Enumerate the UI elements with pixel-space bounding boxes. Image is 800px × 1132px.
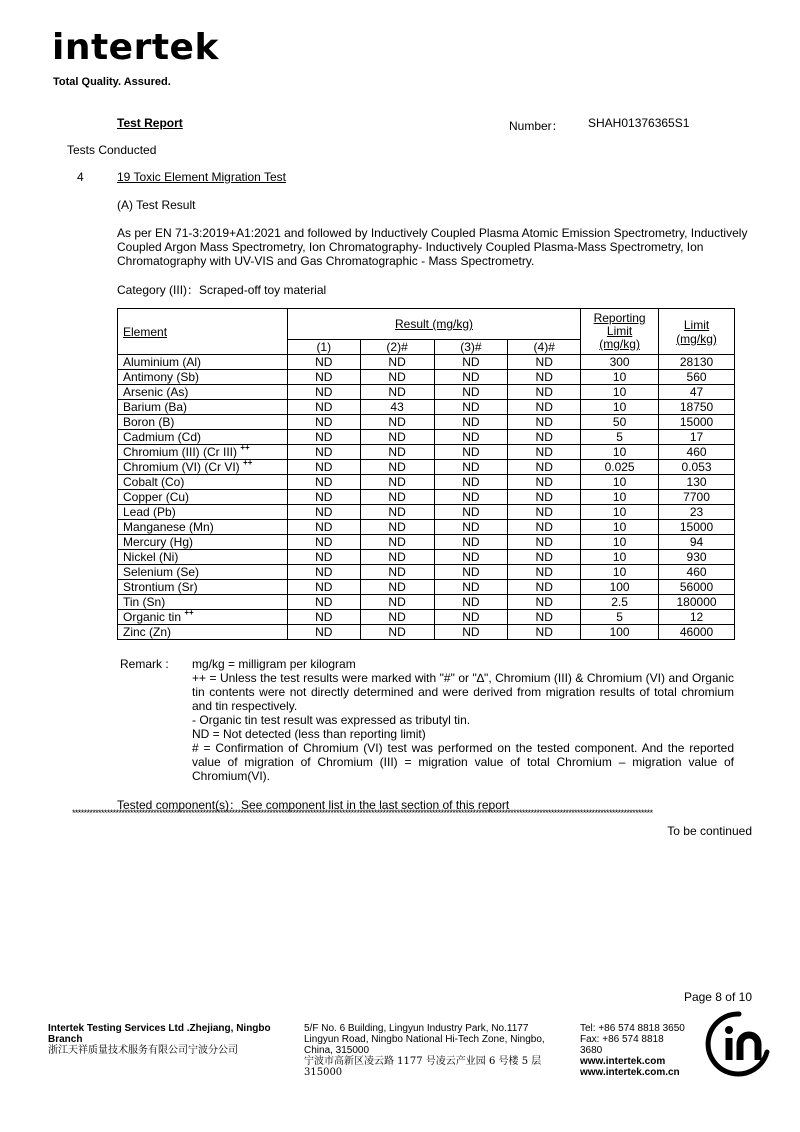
cell-element: Selenium (Se): [118, 565, 288, 580]
section-title: 19 Toxic Element Migration Test: [117, 170, 286, 184]
cell-r4: ND: [508, 385, 581, 400]
cell-element: Antimony (Sb): [118, 370, 288, 385]
cell-rl: 100: [581, 580, 659, 595]
table-row: [118, 445, 735, 460]
cell-r1: ND: [287, 430, 360, 445]
footer-contact: [580, 1023, 685, 1078]
cell-rl: 2.5: [581, 595, 659, 610]
cell-r1: ND: [287, 445, 360, 460]
table-row: [118, 460, 735, 475]
table-row: [118, 490, 735, 505]
cell-rl: 10: [581, 475, 659, 490]
intertek-logo: intertek: [52, 27, 219, 68]
cell-limit: 94: [659, 535, 735, 550]
cell-rl: 10: [581, 385, 659, 400]
cell-r2: ND: [360, 535, 434, 550]
table-body: [118, 355, 735, 640]
cell-r1: ND: [287, 400, 360, 415]
cell-limit: 460: [659, 565, 735, 580]
footer-fax: Fax: +86 574 8818 3680: [580, 1034, 664, 1056]
header-element: Element: [118, 309, 288, 355]
cell-r2: ND: [360, 505, 434, 520]
cell-limit: 460: [659, 445, 735, 460]
footer-address: [304, 1023, 566, 1078]
footer-company: [48, 1023, 298, 1056]
table-row: [118, 610, 735, 625]
cell-limit: 7700: [659, 490, 735, 505]
cell-r1: ND: [287, 505, 360, 520]
cell-r3: ND: [434, 550, 508, 565]
cell-r2: ND: [360, 625, 434, 640]
cell-r2: ND: [360, 610, 434, 625]
table-row: [118, 475, 735, 490]
section-number: 4: [77, 170, 84, 184]
cell-rl: 10: [581, 445, 659, 460]
cell-r1: ND: [287, 460, 360, 475]
table-row: [118, 580, 735, 595]
cell-r4: ND: [508, 565, 581, 580]
cell-r3: ND: [434, 385, 508, 400]
footer-company-cn: 浙江天祥质量技术服务有限公司宁波分公司: [48, 1045, 238, 1056]
plusplus-mark: ++: [184, 608, 194, 617]
cell-limit: 15000: [659, 520, 735, 535]
tested-components-line: Tested component(s)：See component list in the last section of this report: [117, 798, 510, 812]
cell-rl: 0.025: [581, 460, 659, 475]
cell-element: Zinc (Zn): [118, 625, 288, 640]
cell-element: Nickel (Ni): [118, 550, 288, 565]
cell-rl: 10: [581, 505, 659, 520]
remark-line-3: - Organic tin test result was expressed as tributyl tin.: [192, 713, 471, 727]
cell-r3: ND: [434, 475, 508, 490]
test-result-heading: (A) Test Result: [117, 198, 196, 212]
cell-r3: ND: [434, 505, 508, 520]
cell-rl: 100: [581, 625, 659, 640]
cell-r3: ND: [434, 580, 508, 595]
cell-r1: ND: [287, 415, 360, 430]
cell-limit: 23: [659, 505, 735, 520]
cell-r1: ND: [287, 490, 360, 505]
cell-limit: 18750: [659, 400, 735, 415]
cell-element: Copper (Cu): [118, 490, 288, 505]
cell-r1: ND: [287, 520, 360, 535]
table-row: [118, 625, 735, 640]
method-paragraph: As per EN 71-3:2019+A1:2021 and followed by Inductively Coupled Plasma Atomic Emission Spectrometry, Inductively Coupled Argon Mass Spectrometry, Ion Chromatography- Inductively Coupled Plasma-Mass Spectrometry, Ion Chromatography with UV-VIS and Gas Chromatographic - Mass Spectrometry.: [117, 226, 748, 268]
subheader-col-3: (3)#: [434, 340, 508, 355]
cell-r4: ND: [508, 490, 581, 505]
cell-rl: 5: [581, 430, 659, 445]
cell-r4: ND: [508, 580, 581, 595]
cell-r3: ND: [434, 400, 508, 415]
cell-r4: ND: [508, 625, 581, 640]
cell-limit: 47: [659, 385, 735, 400]
table-row: [118, 355, 735, 370]
cell-r2: ND: [360, 565, 434, 580]
cell-element: Barium (Ba): [118, 400, 288, 415]
plusplus-mark: ++: [243, 458, 253, 467]
cell-r4: ND: [508, 430, 581, 445]
footer-address-en: 5/F No. 6 Building, Lingyun Industry Park, No.1177 Lingyun Road, Ningbo National Hi-Tech Zone, Ningbo, China, 315000: [304, 1023, 545, 1056]
cell-r4: ND: [508, 505, 581, 520]
table-row: [118, 595, 735, 610]
cell-element: Tin (Sn): [118, 595, 288, 610]
table-row: [118, 535, 735, 550]
subheader-col-2: (2)#: [360, 340, 434, 355]
cell-r4: ND: [508, 460, 581, 475]
cell-r3: ND: [434, 415, 508, 430]
cell-rl: 10: [581, 400, 659, 415]
cell-r2: ND: [360, 370, 434, 385]
cell-r1: ND: [287, 580, 360, 595]
footer-website: www.intertek.com: [580, 1056, 666, 1067]
table-row: [118, 520, 735, 535]
table-row: [118, 415, 735, 430]
cell-rl: 10: [581, 370, 659, 385]
cell-r2: ND: [360, 385, 434, 400]
cell-r3: ND: [434, 445, 508, 460]
cell-r2: ND: [360, 460, 434, 475]
footer-address-cn: 宁波市高新区凌云路 1177 号凌云产业园 6 号楼 5 层 315000: [304, 1056, 542, 1078]
cell-element: Lead (Pb): [118, 505, 288, 520]
cell-r3: ND: [434, 565, 508, 580]
separator-stars: ********************************************************************************************************************************************************************************************************: [72, 808, 653, 818]
cell-r1: ND: [287, 370, 360, 385]
cell-r2: ND: [360, 580, 434, 595]
footer-tel: Tel: +86 574 8818 3650: [580, 1023, 685, 1034]
cell-r4: ND: [508, 445, 581, 460]
cell-r3: ND: [434, 520, 508, 535]
plusplus-mark: ++: [240, 443, 250, 452]
cell-element: Chromium (III) (Cr III) ++: [118, 445, 288, 460]
cell-r4: ND: [508, 400, 581, 415]
cell-r1: ND: [287, 550, 360, 565]
cell-r3: ND: [434, 355, 508, 370]
cell-r3: ND: [434, 490, 508, 505]
table-row: [118, 385, 735, 400]
cell-r2: 43: [360, 400, 434, 415]
subheader-col-4: (4)#: [508, 340, 581, 355]
cell-r1: ND: [287, 595, 360, 610]
cell-rl: 5: [581, 610, 659, 625]
cell-limit: 17: [659, 430, 735, 445]
cell-r4: ND: [508, 355, 581, 370]
table-row: [118, 430, 735, 445]
remark-line-1: mg/kg = milligram per kilogram: [192, 657, 356, 671]
cell-limit: 46000: [659, 625, 735, 640]
table-row: [118, 505, 735, 520]
cell-element: Strontium (Sr): [118, 580, 288, 595]
header-result: Result (mg/kg): [287, 309, 580, 340]
remark-label: Remark :: [120, 657, 169, 671]
cell-limit: 56000: [659, 580, 735, 595]
cell-r2: ND: [360, 550, 434, 565]
cell-limit: 130: [659, 475, 735, 490]
cell-r2: ND: [360, 490, 434, 505]
cell-r2: ND: [360, 430, 434, 445]
to-be-continued: To be continued: [667, 824, 752, 838]
cell-limit: 930: [659, 550, 735, 565]
tests-conducted-heading: Tests Conducted: [67, 143, 157, 157]
cell-rl: 50: [581, 415, 659, 430]
page-number: Page 8 of 10: [683, 990, 752, 1004]
results-table: [117, 308, 735, 640]
cell-element: Organic tin ++: [118, 610, 288, 625]
subheader-col-1: (1): [287, 340, 360, 355]
footer-company-en: Intertek Testing Services Ltd .Zhejiang, Ningbo Branch: [48, 1023, 271, 1045]
cell-r3: ND: [434, 535, 508, 550]
cell-limit: 28130: [659, 355, 735, 370]
cell-rl: 10: [581, 520, 659, 535]
cell-r1: ND: [287, 565, 360, 580]
header-limit: Limit (mg/kg): [659, 309, 735, 355]
table-row: [118, 370, 735, 385]
report-title: Test Report: [117, 116, 183, 130]
cell-r4: ND: [508, 595, 581, 610]
cell-element: Manganese (Mn): [118, 520, 288, 535]
cell-r3: ND: [434, 370, 508, 385]
cell-element: Arsenic (As): [118, 385, 288, 400]
cell-r4: ND: [508, 610, 581, 625]
cell-r4: ND: [508, 520, 581, 535]
remark-line-4: ND = Not detected (less than reporting limit): [192, 727, 426, 741]
cell-rl: 10: [581, 490, 659, 505]
cell-r1: ND: [287, 610, 360, 625]
table-row: [118, 550, 735, 565]
cell-rl: 10: [581, 535, 659, 550]
cell-r1: ND: [287, 625, 360, 640]
cell-r4: ND: [508, 370, 581, 385]
cell-r2: ND: [360, 595, 434, 610]
cell-limit: 180000: [659, 595, 735, 610]
cell-r3: ND: [434, 610, 508, 625]
cell-r3: ND: [434, 460, 508, 475]
cell-limit: 15000: [659, 415, 735, 430]
table-header-row: [118, 309, 735, 340]
remark-line-5: # = Confirmation of Chromium (VI) test was performed on the tested component. And the reported value of migration of Chromium (III) = migration value of total Chromium – migration value of Chromium(VI).: [192, 741, 734, 783]
cell-r1: ND: [287, 385, 360, 400]
footer-website-cn: www.intertek.com.cn: [580, 1067, 680, 1078]
logo-tagline: Total Quality. Assured.: [53, 76, 171, 88]
cell-r4: ND: [508, 475, 581, 490]
cell-r2: ND: [360, 475, 434, 490]
cell-element: Cadmium (Cd): [118, 430, 288, 445]
cell-r1: ND: [287, 535, 360, 550]
header-reporting-limit: Reporting Limit (mg/kg): [581, 309, 659, 355]
cell-rl: 10: [581, 565, 659, 580]
report-number-value: SHAH01376365S1: [588, 116, 690, 130]
cell-r1: ND: [287, 475, 360, 490]
table-row: [118, 565, 735, 580]
cell-element: Chromium (VI) (Cr VI) ++: [118, 460, 288, 475]
cell-limit: 560: [659, 370, 735, 385]
cell-r2: ND: [360, 355, 434, 370]
cell-limit: 0.053: [659, 460, 735, 475]
intertek-in-emblem-icon: [704, 1008, 774, 1080]
cell-rl: 10: [581, 550, 659, 565]
cell-element: Mercury (Hg): [118, 535, 288, 550]
cell-r2: ND: [360, 520, 434, 535]
remark-line-2: ++ = Unless the test results were marked with "#" or "∆", Chromium (III) & Chromium (VI) and Organic tin contents were not directly determined and were derived from migration results of total chromium and tin respectively.: [192, 671, 734, 713]
cell-element: Aluminium (Al): [118, 355, 288, 370]
cell-limit: 12: [659, 610, 735, 625]
cell-r4: ND: [508, 415, 581, 430]
report-number-label: Number：: [509, 119, 564, 133]
cell-r3: ND: [434, 595, 508, 610]
cell-element: Cobalt (Co): [118, 475, 288, 490]
cell-rl: 300: [581, 355, 659, 370]
cell-r1: ND: [287, 355, 360, 370]
category-line: Category (III)：Scraped-off toy material: [117, 283, 327, 297]
cell-r4: ND: [508, 550, 581, 565]
cell-element: Boron (B): [118, 415, 288, 430]
cell-r3: ND: [434, 430, 508, 445]
table-row: [118, 400, 735, 415]
cell-r4: ND: [508, 535, 581, 550]
cell-r2: ND: [360, 445, 434, 460]
cell-r2: ND: [360, 415, 434, 430]
cell-r3: ND: [434, 625, 508, 640]
